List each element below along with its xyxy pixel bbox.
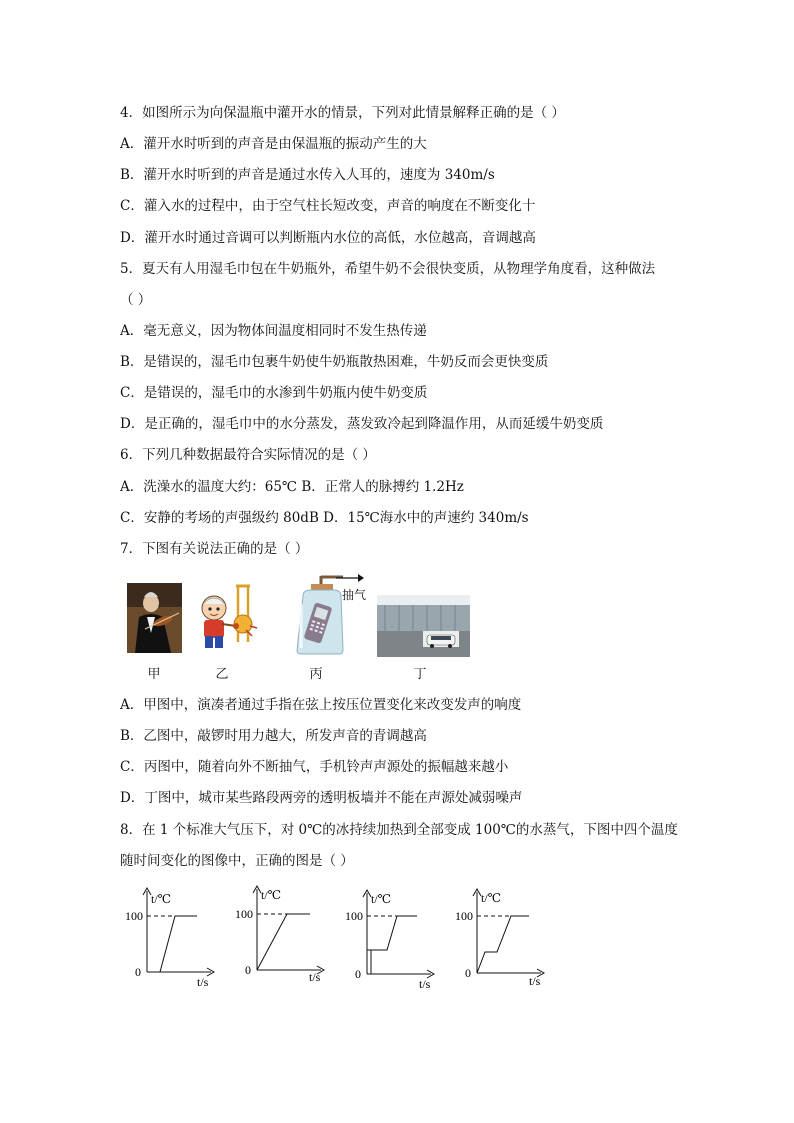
pump-label: 抽气: [342, 588, 367, 602]
q5-option-b: B．是错误的，湿毛巾包裹牛奶使牛奶瓶散热困难，牛奶反而会更快变质: [120, 354, 549, 370]
graph-d-origin: 0: [465, 966, 471, 980]
graph-a-ylabel: t/℃: [151, 892, 172, 906]
caption-ding: 丁: [413, 667, 427, 682]
q5-stem: 5．夏天有人用湿毛巾包在牛奶瓶外，希望牛奶不会很快变质，从物理学角度看，这种做法: [120, 261, 656, 277]
graph-c-ylabel: t/℃: [371, 892, 392, 906]
graph-b-ylabel: t/℃: [261, 888, 282, 902]
q7-option-c: C．丙图中，随着向外不断抽气，手机铃声声源处的振幅越来越小: [120, 759, 509, 775]
q8-stem-continued: 随时间变化的图像中，正确的图是（ ）: [120, 853, 354, 869]
caption-bing: 丙: [309, 667, 323, 682]
q6-options-cd: C．安静的考场的声强级约 80dB D．15℃海水中的声速约 340m/s: [120, 510, 529, 526]
q7-option-b: B．乙图中，敲锣时用力越大，所发声音的青调越高: [120, 728, 427, 744]
pump-arrow-icon: [336, 573, 364, 583]
q4-option-d: D．灌开水时通过音调可以判断瓶内水位的高低，水位越高，音调越高: [120, 230, 536, 246]
graph-a-origin: 0: [135, 965, 141, 979]
q6-stem: 6．下列几种数据最符合实际情况的是（ ）: [120, 447, 376, 463]
q5-stem-bracket: （ ）: [120, 292, 152, 308]
temperature-graph-d: [445, 886, 550, 991]
gong-cartoon: [190, 582, 262, 654]
q7-option-d: D．丁图中，城市某些路段两旁的透明板墙并不能在声源处减弱噪声: [120, 790, 523, 806]
temperature-graph-c: [335, 887, 440, 992]
q5-option-c: C．是错误的，湿毛巾的水渗到牛奶瓶内使牛奶变质: [120, 385, 428, 401]
q6-options-ab: A．洗澡水的温度大约：65℃ B．正常人的脉搏约 1.2Hz: [120, 479, 464, 495]
q4-option-a: A．灌开水时听到的声音是由保温瓶的振动产生的大: [120, 136, 427, 152]
q7-stem: 7．下图有关说法正确的是（ ）: [120, 541, 309, 557]
violinist-photo: [127, 583, 182, 653]
sound-barrier-photo: [377, 595, 470, 657]
graph-a-xlabel: t/s: [197, 975, 209, 989]
graph-b-xlabel: t/s: [309, 970, 321, 984]
temperature-graph-a: [115, 885, 220, 990]
graph-c-origin: 0: [355, 967, 361, 981]
temperature-graph-b: [225, 883, 330, 988]
q5-option-a: A．毫无意义，因为物体间温度相同时不发生热传递: [120, 323, 427, 339]
q4-option-c: C．灌入水的过程中，由于空气柱长短改变，声音的响度在不断变化十: [120, 198, 536, 214]
graph-d-ylabel: t/℃: [481, 891, 502, 905]
graph-a-ytick: 100: [125, 909, 143, 923]
caption-yi: 乙: [215, 667, 229, 682]
graph-c-xlabel: t/s: [419, 977, 431, 991]
graph-c-ytick: 100: [345, 909, 363, 923]
graph-b-origin: 0: [245, 963, 251, 977]
q5-option-d: D．是正确的，湿毛巾中的水分蒸发，蒸发致冷起到降温作用，从而延缓牛奶变质: [120, 416, 604, 432]
q4-stem: 4．如图所示为向保温瓶中灌开水的情景，下列对此情景解释正确的是（ ）: [120, 105, 565, 121]
graph-d-xlabel: t/s: [529, 974, 541, 988]
q4-option-b: B．灌开水时听到的声音是通过水传入人耳的，速度为 340m/s: [120, 167, 495, 183]
caption-jia: 甲: [147, 667, 161, 682]
graph-d-ytick: 100: [455, 909, 473, 923]
q7-option-a: A．甲图中，演凑者通过手指在弦上按压位置变化来改变发声的响度: [120, 697, 522, 713]
graph-b-ytick: 100: [235, 907, 253, 921]
q8-stem: 8．在 1 个标准大气压下，对 0℃的冰持续加热到全部变成 100℃的水蒸气，下图中四个温度: [120, 822, 678, 838]
